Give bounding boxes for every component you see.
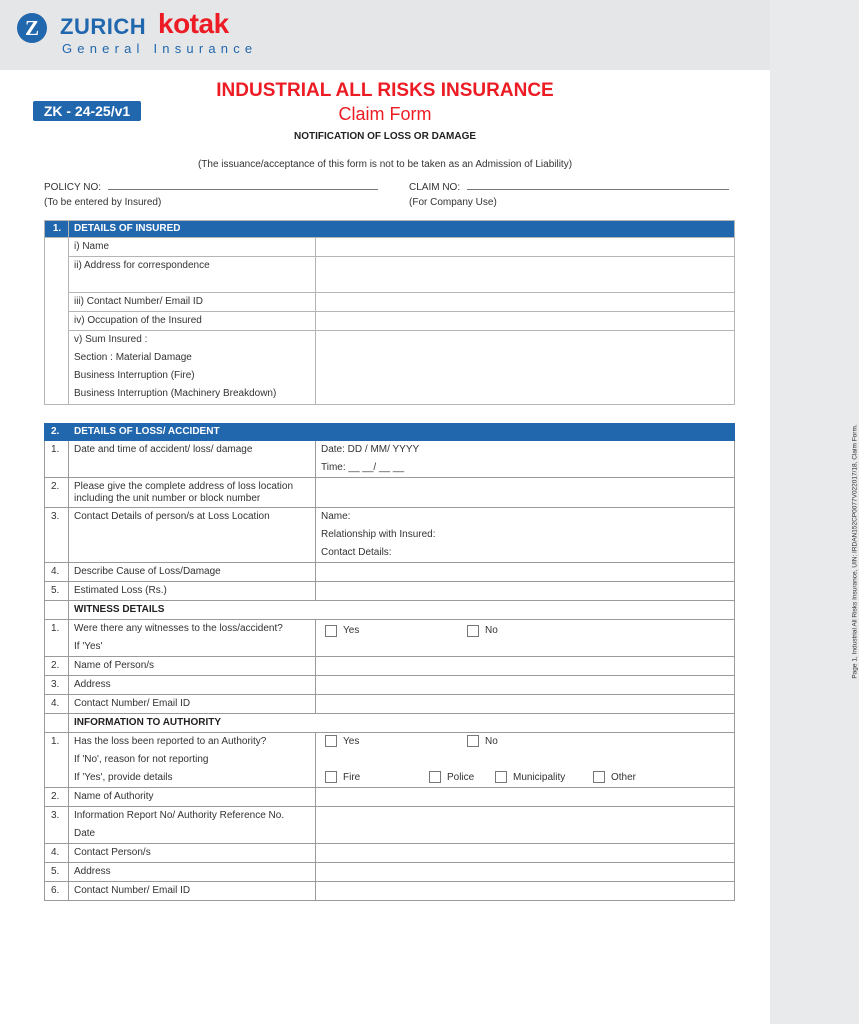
checkbox[interactable]: [467, 735, 479, 747]
table-row: [45, 695, 735, 714]
row-label: If 'No', reason for not reporting: [74, 754, 209, 765]
name-input[interactable]: [316, 238, 735, 257]
table-row: [45, 478, 735, 508]
section-header: [45, 424, 735, 441]
table-row: [45, 331, 735, 405]
policy-number-label: POLICY NO:: [44, 182, 102, 193]
brand-tagline: General Insurance: [62, 41, 258, 56]
authority-municipality-option[interactable]: Municipality: [495, 771, 565, 783]
table-row: [45, 238, 735, 257]
occupation-input[interactable]: [316, 312, 735, 331]
witness-no-option[interactable]: No: [467, 622, 498, 640]
row-number: 1.: [51, 444, 60, 455]
checkbox[interactable]: [495, 771, 507, 783]
row-label: Contact Number/ Email ID: [74, 698, 191, 709]
brand-name-kotak: kotak: [158, 8, 229, 39]
checkbox[interactable]: [467, 625, 479, 637]
row-sublabel: Business Interruption (Machinery Breakdown): [74, 388, 277, 399]
relationship-hint: Relationship with Insured:: [321, 529, 436, 540]
claim-number-field[interactable]: [409, 181, 729, 193]
form-subtitle: Claim Form: [338, 104, 432, 124]
row-label: Has the loss been reported to an Authority?: [74, 736, 267, 747]
reported-yes-option[interactable]: Yes: [325, 735, 359, 747]
row-label: Name of Person/s: [74, 660, 155, 671]
row-label: Date and time of accident/ loss/ damage: [74, 444, 253, 455]
table-row: [45, 676, 735, 695]
row-label: Date: [74, 828, 96, 839]
reported-no-option[interactable]: No: [467, 735, 498, 747]
checkbox[interactable]: [429, 771, 441, 783]
row-label: Name of Authority: [74, 791, 154, 802]
table-row: [45, 620, 735, 657]
zurich-logo-icon: [17, 13, 47, 43]
table-row: [45, 844, 735, 863]
row-number: 5.: [51, 866, 60, 877]
witness-contact-input[interactable]: [316, 695, 735, 714]
row-number: 4.: [51, 847, 60, 858]
row-label: Contact Details of person/s at Loss Location: [74, 511, 270, 522]
row-label: i) Name: [74, 241, 110, 252]
row-number: 3.: [51, 511, 60, 522]
section-title: DETAILS OF INSURED: [69, 221, 735, 238]
authority-fire-option[interactable]: Fire: [325, 771, 360, 783]
row-sublabel: Business Interruption (Fire): [74, 370, 195, 381]
row-number: 1.: [51, 623, 60, 634]
row-label: v) Sum Insured :: [74, 334, 148, 345]
document-code-badge: ZK - 24-25/v1: [33, 101, 141, 121]
cause-of-loss-input[interactable]: [316, 563, 735, 582]
row-number: 1.: [51, 736, 60, 747]
loss-location-input[interactable]: [316, 478, 735, 508]
section-number: 2.: [45, 424, 69, 441]
row-label: Information Report No/ Authority Reference No.: [74, 810, 285, 821]
row-number: 6.: [51, 885, 60, 896]
header-band: [0, 0, 770, 70]
table-row: [45, 582, 735, 601]
witness-heading: WITNESS DETAILS: [74, 604, 165, 615]
contact-person-input[interactable]: [316, 508, 735, 563]
sum-insured-input[interactable]: [316, 331, 735, 405]
authority-other-option[interactable]: Other: [593, 771, 636, 783]
table-row: [45, 657, 735, 676]
table-row: [45, 312, 735, 331]
contact-input[interactable]: [316, 293, 735, 312]
page-footer-vertical: Page 1, Industrial All Risks Insurance, UIN: IRDAN152CP0077V022017/18, Claim Form.: [851, 424, 859, 679]
svg-text:Z: Z: [24, 16, 40, 40]
liability-disclaimer: (The issuance/acceptance of this form is not to be taken as an Admission of Liability): [197, 159, 573, 170]
row-number: 3.: [51, 679, 60, 690]
row-sublabel: Section : Material Damage: [74, 352, 192, 363]
row-label: Address: [74, 866, 111, 877]
authority-name-input[interactable]: [316, 788, 735, 807]
authority-contact-input[interactable]: [316, 882, 735, 901]
date-format-hint: Date: DD / MM/ YYYY: [321, 444, 420, 455]
checkbox[interactable]: [325, 771, 337, 783]
name-hint: Name:: [321, 511, 351, 522]
row-label: Contact Number/ Email ID: [74, 885, 191, 896]
row-number: 2.: [51, 660, 60, 671]
notice-heading: NOTIFICATION OF LOSS OR DAMAGE: [293, 131, 477, 142]
checkbox[interactable]: [593, 771, 605, 783]
table-row: [45, 257, 735, 293]
authority-contact-person-input[interactable]: [316, 844, 735, 863]
section-title: DETAILS OF LOSS/ ACCIDENT: [69, 424, 735, 441]
claim-number-line[interactable]: [467, 181, 729, 190]
table-row: [45, 882, 735, 901]
row-number: 3.: [51, 810, 60, 821]
row-label: Describe Cause of Loss/Damage: [74, 566, 221, 577]
witness-name-input[interactable]: [316, 657, 735, 676]
policy-number-line[interactable]: [108, 181, 378, 190]
insured-details-table: [44, 220, 735, 405]
form-title: INDUSTRIAL ALL RISKS INSURANCE: [216, 80, 554, 101]
row-label: Please give the complete address of loss location: [74, 481, 294, 492]
authority-police-option[interactable]: Police: [429, 771, 474, 783]
table-row: [45, 788, 735, 807]
row-label: Contact Person/s: [74, 847, 151, 858]
table-row: [45, 563, 735, 582]
row-label: including the unit number or block number: [74, 493, 261, 504]
row-label: If 'Yes', provide details: [74, 772, 173, 783]
section-header: [45, 221, 735, 238]
loss-details-table: [44, 423, 735, 901]
witness-address-input[interactable]: [316, 676, 735, 695]
report-number-input[interactable]: [316, 807, 735, 844]
checkbox[interactable]: [325, 625, 337, 637]
section-number: 1.: [45, 221, 69, 238]
row-label: ii) Address for correspondence: [74, 260, 210, 271]
checkbox[interactable]: [325, 735, 337, 747]
policy-number-field[interactable]: [44, 181, 378, 193]
authority-heading: INFORMATION TO AUTHORITY: [74, 717, 222, 728]
brand-name-zurich: ZURICH: [60, 14, 147, 39]
table-row: [45, 733, 735, 788]
table-row: [45, 293, 735, 312]
policy-number-note: (To be entered by Insured): [44, 197, 162, 208]
date-time-input[interactable]: [316, 441, 735, 478]
witness-heading-row: [45, 601, 735, 620]
row-number: 5.: [51, 585, 60, 596]
witness-yes-option[interactable]: Yes: [325, 622, 359, 640]
row-label: Were there any witnesses to the loss/accident?: [74, 623, 283, 634]
table-row: [45, 508, 735, 563]
claim-number-note: (For Company Use): [409, 197, 497, 208]
row-label: Address: [74, 679, 111, 690]
address-input[interactable]: [316, 257, 735, 293]
claim-number-label: CLAIM NO:: [409, 182, 461, 193]
table-row: [45, 863, 735, 882]
authority-address-input[interactable]: [316, 863, 735, 882]
row-number: 4.: [51, 698, 60, 709]
contact-hint: Contact Details:: [321, 547, 392, 558]
row-label: iii) Contact Number/ Email ID: [74, 296, 203, 307]
estimated-loss-input[interactable]: [316, 582, 735, 601]
row-number: 2.: [51, 481, 60, 492]
time-format-hint: Time: __ __/ __ __: [321, 462, 405, 473]
table-row: [45, 441, 735, 478]
row-number: 4.: [51, 566, 60, 577]
row-label: If 'Yes': [74, 641, 103, 652]
row-label: Estimated Loss (Rs.): [74, 585, 167, 596]
row-label: iv) Occupation of the Insured: [74, 315, 202, 326]
row-number: 2.: [51, 791, 60, 802]
table-row: [45, 807, 735, 844]
authority-heading-row: [45, 714, 735, 733]
